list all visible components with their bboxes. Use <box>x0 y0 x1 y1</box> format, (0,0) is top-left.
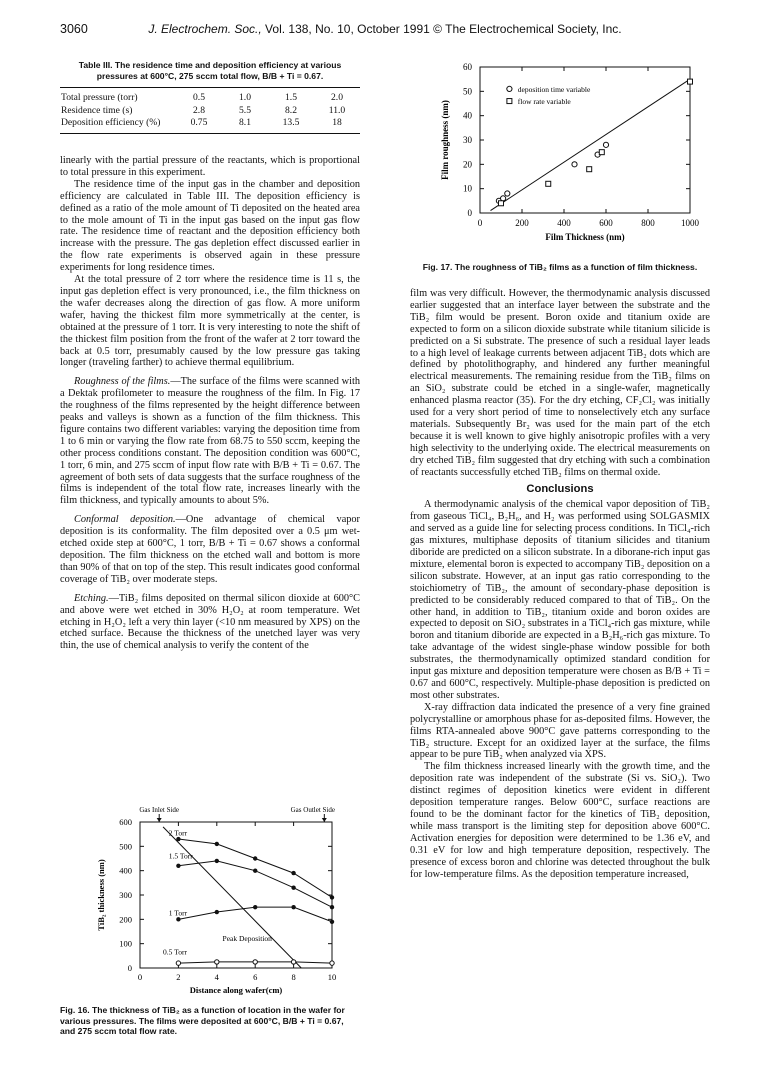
data-point-circle <box>501 196 506 201</box>
data-point <box>253 868 257 872</box>
journal-citation <box>60 22 710 36</box>
y-tick-label: 0 <box>467 208 472 218</box>
y-tick-label: 600 <box>119 817 132 827</box>
data-point-square <box>599 150 604 155</box>
table-row <box>60 88 360 105</box>
gas-inlet-label: Gas Inlet Side <box>139 806 180 814</box>
data-point-square <box>587 167 592 172</box>
data-point-circle <box>505 191 510 196</box>
data-point <box>330 920 334 924</box>
paragraph: At the total pressure of 2 torr where the residence time is 11 s, the input gas depletion effect is very pronounced, i.e., the film thickness on the wafer decreases along the direction of gas flow. A more uniform wafer, having the thickest film more symmetrically at the center, is obtained at the pressure of 1 torr. It is very interesting to note the shift of the thickest film position from the front of the wafer at 2 torr toward the back at 0.5 torr, presumably caused by the low pressure gas taking longer (traveling farther) to achieve thermal equilibrium. <box>60 274 360 369</box>
x-tick-label: 200 <box>515 218 529 228</box>
data-point-circle <box>572 162 577 167</box>
data-table <box>60 87 360 134</box>
journal-name: J. Electrochem. Soc., <box>148 22 262 36</box>
y-tick-label: 30 <box>463 135 472 145</box>
fig17-chart <box>410 55 710 255</box>
table-cell: 8.1 <box>222 117 268 133</box>
series-label: 1.5 Torr <box>168 851 193 861</box>
table-caption: Table III. The residence time and deposition efficiency at various pressures at 600°C, 275 sccm total flow, B/B + Ti = 0.67. <box>78 60 342 81</box>
y-tick-label: 100 <box>119 938 132 949</box>
y-tick-label: 500 <box>119 841 132 852</box>
x-tick-label: 2 <box>176 972 181 982</box>
data-point-square <box>546 181 551 186</box>
table-cell: 2.0 <box>314 88 360 105</box>
data-point <box>176 917 180 921</box>
data-point <box>176 837 180 841</box>
data-point <box>176 961 180 965</box>
fig17-caption: Fig. 17. The roughness of TiB₂ films as a function of film thickness. <box>422 262 698 272</box>
x-tick-label: 0 <box>477 218 483 228</box>
data-point <box>291 886 295 890</box>
data-point <box>291 905 295 909</box>
table-cell: 13.5 <box>268 117 314 133</box>
series-line <box>178 861 332 907</box>
journal-volume-info: Vol. 138, No. 10, October 1991 © The Electrochemical Society, Inc. <box>261 22 622 36</box>
right-column <box>410 288 710 880</box>
table-cell: 2.8 <box>193 104 205 116</box>
paragraph-text: —The surface of the films were scanned with a Dektak profilometer to measure the roughness of the film. In Fig. 17 the roughness of the films represented by the height difference between peaks and valleys is shown as a function of the film thickness. This figure contains two different variables: varying the deposition time from 1 to 6 min or varying the flow rate from 68.75 to 550 sccm, keeping the other process conditions constant. The deposition condition was 600°C, 1 torr, 6 min, and 275 sccm of input flow rate with B/B + Ti = 0.67. The agreement of both sets of data suggests that the surface roughness of the films is independent of the total flow rate, increases linearly with the film thickness, and typically amounts to about 5%. <box>60 376 360 507</box>
table-iii <box>60 60 360 134</box>
x-axis-label: Distance along wafer(cm) <box>189 985 283 995</box>
x-tick-label: 600 <box>599 218 613 228</box>
series-label: 2 Torr <box>168 828 188 838</box>
y-tick-label: 20 <box>463 159 472 170</box>
table-cell: 0.5 <box>176 88 222 105</box>
y-tick-label: 200 <box>119 914 132 925</box>
table-cell: 8.2 <box>285 104 297 116</box>
paragraph-text: —One advantage of chemical vapor deposition is its conformality. The film deposited over a 0.5 μm wet-etched oxide step at 600°C, 1 torr, B/B + Ti = 0.67 shows a conformal deposition. The film thickness on the etched wall and bottom is more than 90% of that on top of the step. This result indicates good conformal coverage of TiB₂ over moderate steps. <box>60 514 360 585</box>
x-tick-label: 0 <box>137 972 143 982</box>
paragraph: film was very difficult. However, the thermodynamic analysis discussed earlier suggested that an interface layer between the substrate and the TiB₂ film would be present. Boron oxide and titanium oxide are expected to form on a silicon dioxide substrate while titanium silicide is predicted on a Si substrate. The presence of such a residual layer leads to a high level of leakage currents between adjacent TiB₂ dots which are defined by photolithography, and hindered any further meaningful electrical measurements. The remaining residue from the TiB₂ films on an SiO₂ substrate could be etched in a single-wafer, magnetically enhanced plasma reactor (35). For the dry etching, CF₂Cl₂ was initially used for a very short period of time to nonselectively etch any surface materials. Subsequently Br₂ was used for the main part of the etch because it is well known to give highly anisotropic profiles with a very high selectivity to the underlying oxide. The electrical measurements on dry etched TiB₂ film suggested that dry etching with such a combination of reactants successfully etched TiB₂ films on thermal oxide. <box>410 288 710 478</box>
figure-16 <box>60 800 360 1000</box>
data-point <box>176 864 180 868</box>
data-point <box>330 905 334 909</box>
plot-frame <box>140 822 332 968</box>
row-label: Residence time (s) <box>61 104 133 116</box>
paragraph: The film thickness increased linearly with the growth time, and the deposition rate was independent of the substrate (Si vs. SiO₂). Two distinct regimes of deposition kinetics were evident in different deposition temperature ranges. Below 600°C, surface reactions are found to be the dominant factor for the kinetics of TiB₂ deposition, while mass transport is the limiting step for deposition above 600°C. Activation energies for deposition were determined to be 1.36 eV, and 0.31 eV for low and high temperature deposition, respectively. The presence of excess boron and chlorine was detected throughout the bulk for low-temperature films. As the deposition temperature increased, <box>410 761 710 880</box>
data-point <box>215 842 219 846</box>
data-point-square <box>688 79 693 84</box>
paragraph <box>60 376 360 507</box>
table-cell: 0.75 <box>176 117 222 133</box>
x-tick-label: 10 <box>327 972 337 982</box>
data-point <box>291 871 295 875</box>
paragraph: X-ray diffraction data indicated the presence of a very fine grained polycrystalline or amorphous phase for as-deposited films. However, the films RTA-annealed above 900°C gave patterns corresponding to the TiB₂ structure. Except for an oxidized layer at the surface, the films appear to be pure TiB₂ when analyzed via XPS. <box>410 701 710 761</box>
run-in-heading: Etching. <box>74 592 109 604</box>
data-point <box>215 910 219 914</box>
legend-marker-square <box>507 99 512 104</box>
x-tick-label: 800 <box>641 218 655 228</box>
page-number: 3060 <box>60 22 88 36</box>
peak-deposition-label: Peak Deposition <box>222 934 272 944</box>
legend-label: deposition time variable <box>517 84 591 94</box>
paragraph <box>60 514 360 585</box>
inlet-arrowhead <box>157 818 162 822</box>
data-point <box>330 961 334 965</box>
data-point <box>215 859 219 863</box>
y-axis-label: TiB₂ thickness (nm) <box>96 859 106 931</box>
data-point <box>253 905 257 909</box>
section-heading: Conclusions <box>526 482 594 495</box>
y-tick-label: 40 <box>463 110 472 121</box>
series-line <box>178 839 332 897</box>
figure-17 <box>410 55 710 255</box>
table-row <box>60 105 360 118</box>
paragraph: The residence time of the input gas in the chamber and deposition efficiency are calculated in Table III. The deposition efficiency is defined as a ratio of the mole amount of Ti deposited on the heated area to the mole amount of Ti in the input gas based on the input gas flow rate. The residence time of reactant and the deposition efficiency both increase with the pressure. The gas depletion effect discussed earlier in the flow rate experiments is observed again in these pressure experiments for long residence times. <box>60 178 360 274</box>
legend-label: flow rate variable <box>517 97 571 107</box>
row-label: Total pressure (torr) <box>60 88 176 105</box>
y-tick-label: 0 <box>127 963 132 973</box>
table-cell: 18 <box>314 117 360 133</box>
x-tick-label: 400 <box>557 218 571 228</box>
series-label: 1 Torr <box>168 908 188 918</box>
x-tick-label: 6 <box>253 972 258 982</box>
run-in-heading: Roughness of the films. <box>74 376 171 388</box>
table-cell: 1.0 <box>222 88 268 105</box>
left-column <box>60 155 360 652</box>
table-cell: 11.0 <box>328 104 346 116</box>
page-header <box>60 22 710 42</box>
series-label: 0.5 Torr <box>163 947 187 957</box>
x-tick-label: 4 <box>214 972 219 982</box>
table-cell: 1.5 <box>268 88 314 105</box>
y-tick-label: 60 <box>463 62 472 72</box>
row-label: Deposition efficiency (%) <box>60 117 176 133</box>
data-point <box>215 960 219 964</box>
legend-marker-circle <box>507 86 512 91</box>
data-point-circle <box>603 142 608 147</box>
y-tick-label: 300 <box>119 890 132 900</box>
fig16-caption: Fig. 16. The thickness of TiB₂ as a function of location in the wafer for various pressures. The films were deposited at 600°C, B/B + Ti = 0.67, and 275 sccm total flow rate. <box>60 1005 345 1036</box>
y-tick-label: 400 <box>119 865 132 876</box>
gas-outlet-label: Gas Outlet Side <box>290 806 335 814</box>
x-tick-label: 1000 <box>681 218 699 228</box>
paragraph <box>60 593 360 653</box>
paragraph: linearly with the partial pressure of the reactants, which is proportional to total pressure in this experiment. <box>60 155 360 178</box>
y-axis-label: Film roughness (nm) <box>440 100 450 180</box>
data-point <box>291 960 295 964</box>
data-point <box>253 960 257 964</box>
data-point <box>330 895 334 899</box>
paragraph: A thermodynamic analysis of the chemical vapor deposition of TiB₂ from gaseous TiCl₄, B₂H₆, and H₂ was performed using SOLGASMIX and served as a guide line for selecting process conditions. In TiCl₄-rich gas mixtures, multiphase deposits of titanium silicides and titanium diboride are predicted on a silicon substrate. In a diborane-rich input gas mixture, elemental boron is expected to accompany TiB₂ deposition on a silicon substrate. However, at an input gas ratio corresponding to the stoichiometry of TiB₂, the amount of secondary-phase deposition is predicted to be considerably reduced compared to that of TiB₂. On the other hand, in addition to TiB₂, titanium oxide and boron oxides are expected to deposit on SiO₂ substrates in a TiCl₄-rich gas mixture, while boron and titanium diboride are expected in a B₂H₆-rich gas mixture. To take advantage of the widest single-phase window possible for both substrates, the thermodynamically optimized standard condition for input gas mixture and deposition temperature were chosen as B/B + Ti = 0.67 and 600°C, respectively. Multiple-phase deposition is predicted on most other substrates. <box>410 499 710 701</box>
x-tick-label: 8 <box>291 972 296 982</box>
data-point-square <box>499 201 504 206</box>
data-point <box>253 856 257 860</box>
run-in-heading: Conformal deposition. <box>74 514 176 526</box>
table-cell: 5.5 <box>239 104 251 116</box>
y-tick-label: 10 <box>463 183 472 194</box>
outlet-arrowhead <box>322 818 327 822</box>
table-row <box>60 117 360 133</box>
fig16-chart <box>60 800 360 1000</box>
y-tick-label: 50 <box>463 86 472 97</box>
x-axis-label: Film Thickness (nm) <box>545 232 625 242</box>
paragraph-text: —TiB₂ films deposited on thermal silicon dioxide at 600°C and above were wet etched in 30% H₂O₂ at room temperature. Wet etching in H₂O₂ left a very thin layer (<10 nm measured by XPS) on the etched surface. Because the thickness of the unetched layer was very thin, the use of chemical analysis to verify the content of the <box>60 592 360 652</box>
